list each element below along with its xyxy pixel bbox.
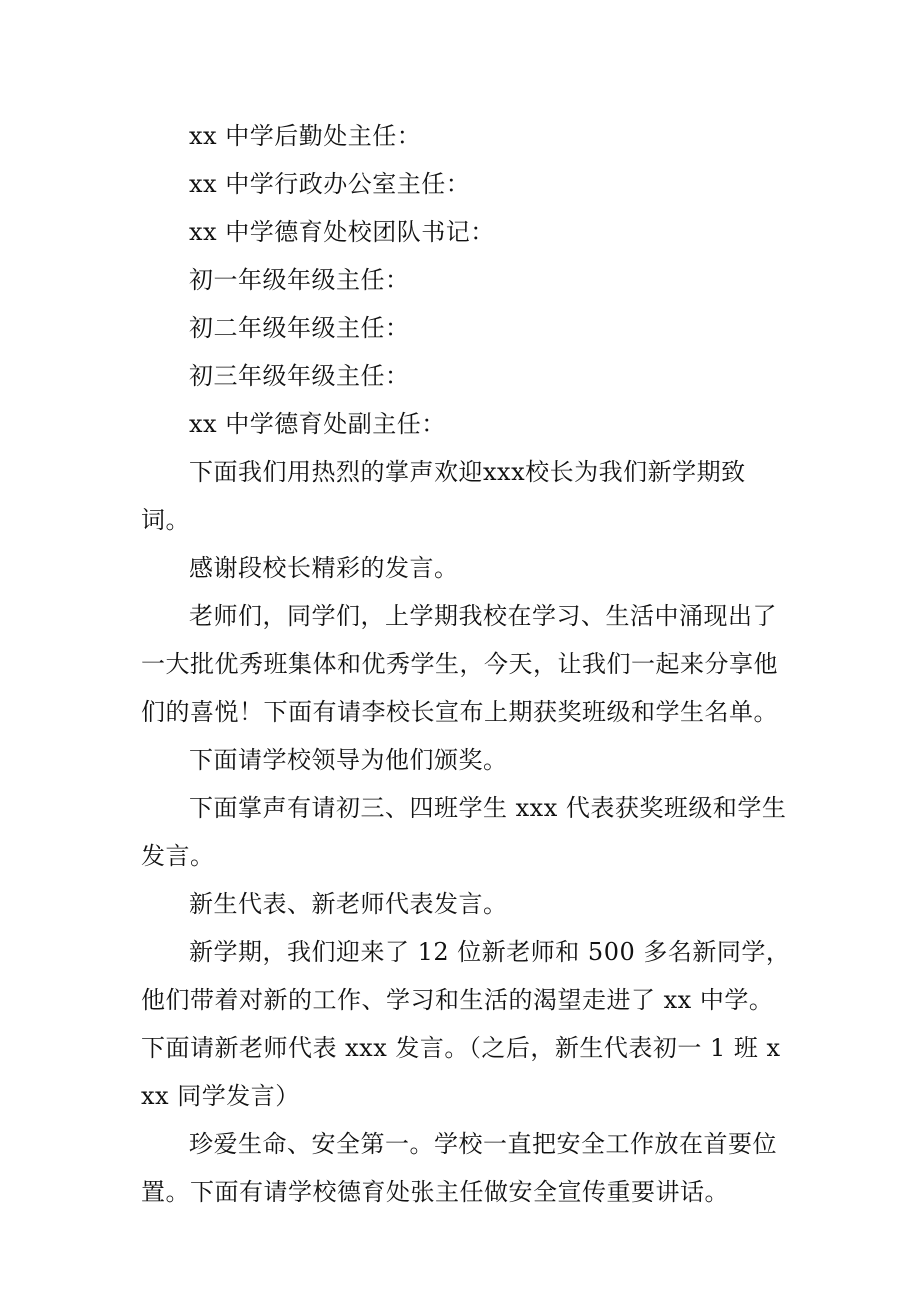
paragraph-award-announcement: 老师们，同学们，上学期我校在学习、生活中涌现出了一大批优秀班集体和优秀学生，今天，让我们一起来分享他们的喜悦！下面有请李校长宣布上期获奖班级和学生名单。: [141, 602, 778, 726]
paragraph-student-speech: 下面掌声有请初三、四班学生 xxx 代表获奖班级和学生发言。: [141, 794, 787, 870]
paragraph-moral-education-secretary: xx 中学德育处校团队书记：: [189, 218, 495, 246]
paragraph-safety-speech: 珍爱生命、安全第一。学校一直把安全工作放在首要位置。下面有请学校德育处张主任做安全宣传重要讲话。: [141, 1130, 777, 1206]
paragraph-logistics-director: xx 中学后勤处主任：: [189, 122, 422, 150]
paragraph-admin-office-director: xx 中学行政办公室主任：: [189, 170, 471, 198]
paragraph-grade1-director: 初一年级年级主任：: [189, 266, 410, 294]
paragraph-thanks: 感谢段校长精彩的发言。: [189, 554, 459, 582]
paragraph-new-representatives: 新生代表、新老师代表发言。: [189, 890, 508, 918]
paragraph-grade3-director: 初三年级年级主任：: [189, 362, 410, 390]
paragraph-grade2-director: 初二年级年级主任：: [189, 314, 410, 342]
paragraph-moral-education-deputy: xx 中学德育处副主任：: [189, 410, 446, 438]
document-body: [141, 112, 791, 1216]
paragraph-award-ceremony: 下面请学校领导为他们颁奖。: [189, 746, 508, 774]
paragraph-principal-speech: 下面我们用热烈的掌声欢迎xxx校长为我们新学期致词。: [141, 458, 746, 534]
paragraph-new-semester: 新学期，我们迎来了 12 位新老师和 500 多名新同学，他们带着对新的工作、学习和生活的渴望走进了 xx 中学。下面请新老师代表 xxx 发言。（之后，新生代表初一 1 班 xxx 同学发言）: [141, 938, 791, 1110]
